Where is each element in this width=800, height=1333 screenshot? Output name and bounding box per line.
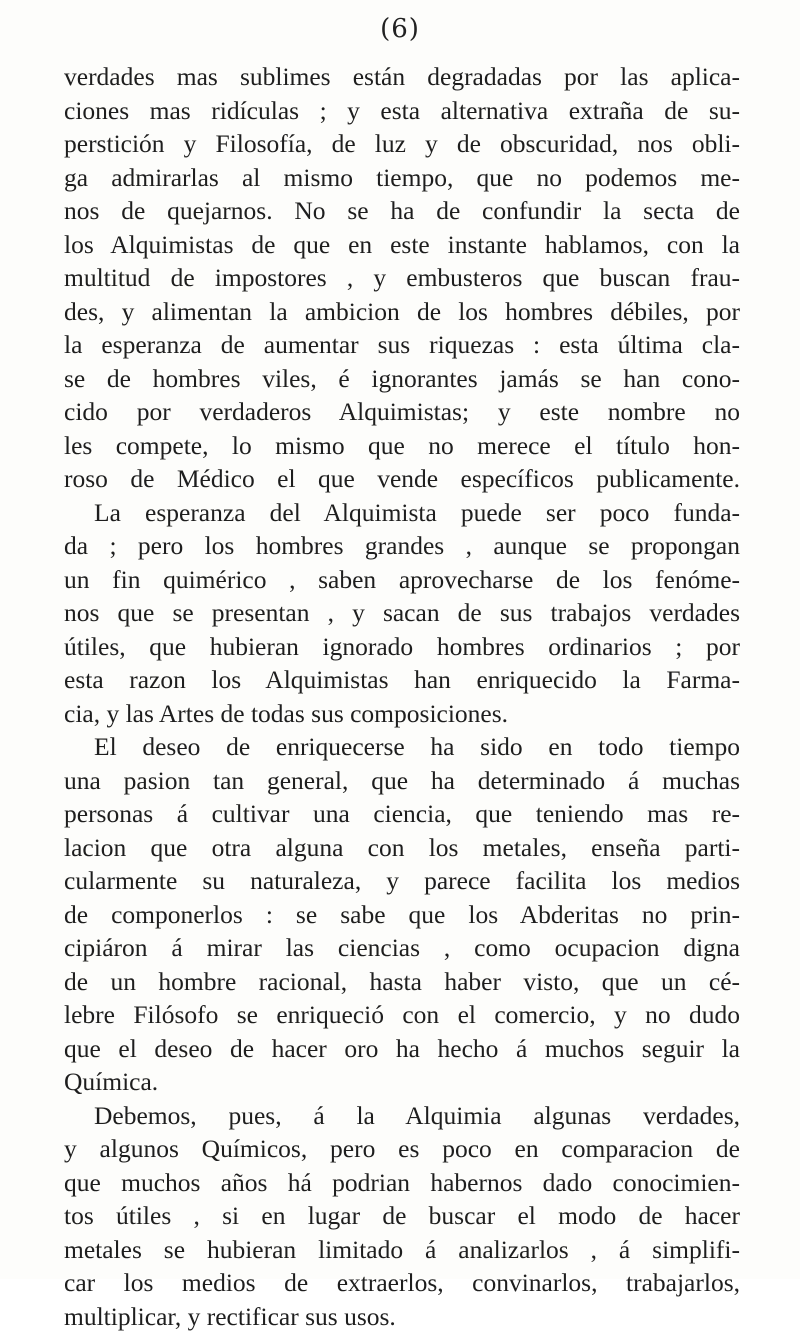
text-line: se de hombres viles, é ignorantes jamás se han cono- bbox=[64, 362, 740, 396]
text-line: una pasion tan general, que ha determinado á muchas bbox=[64, 764, 740, 798]
page-number: (6) bbox=[0, 14, 800, 44]
text-line: ga admirarlas al mismo tiempo, que no podemos me- bbox=[64, 161, 740, 195]
text-line: roso de Médico el que vende específicos publicamente. bbox=[64, 462, 740, 496]
text-line: ciones mas ridículas ; y esta alternativa extraña de su- bbox=[64, 94, 740, 128]
text-line: car los medios de extraerlos, convinarlos, trabajarlos, bbox=[64, 1266, 740, 1300]
paragraph-end-line: Química. bbox=[64, 1065, 740, 1099]
text-line: da ; pero los hombres grandes , aunque se propongan bbox=[64, 529, 740, 563]
text-line: des, y alimentan la ambicion de los hombres débiles, por bbox=[64, 295, 740, 329]
paragraph-start-line: Debemos, pues, á la Alquimia algunas verdades, bbox=[64, 1099, 740, 1133]
text-line: tos útiles , si en lugar de buscar el modo de hacer bbox=[64, 1199, 740, 1233]
text-line: cipiáron á mirar las ciencias , como ocupacion digna bbox=[64, 931, 740, 965]
paragraph-start-line: El deseo de enriquecerse ha sido en todo tiempo bbox=[64, 730, 740, 764]
text-line: cido por verdaderos Alquimistas; y este nombre no bbox=[64, 395, 740, 429]
text-line: nos que se presentan , y sacan de sus trabajos verdades bbox=[64, 596, 740, 630]
text-line: cularmente su naturaleza, y parece facilita los medios bbox=[64, 864, 740, 898]
text-line: metales se hubieran limitado á analizarlos , á simplifi- bbox=[64, 1233, 740, 1267]
text-line: un fin quimérico , saben aprovecharse de los fenóme- bbox=[64, 563, 740, 597]
text-line: multitud de impostores , y embusteros que buscan frau- bbox=[64, 261, 740, 295]
text-line: personas á cultivar una ciencia, que teniendo mas re- bbox=[64, 797, 740, 831]
text-line: los Alquimistas de que en este instante hablamos, con la bbox=[64, 228, 740, 262]
text-line: de un hombre racional, hasta haber visto, que un cé- bbox=[64, 965, 740, 999]
text-line: y algunos Químicos, pero es poco en comparacion de bbox=[64, 1132, 740, 1166]
text-line: esta razon los Alquimistas han enriquecido la Farma- bbox=[64, 663, 740, 697]
body-text bbox=[64, 60, 740, 1333]
text-line: verdades mas sublimes están degradadas por las aplica- bbox=[64, 60, 740, 94]
paragraph-end-line: cia, y las Artes de todas sus composiciones. bbox=[64, 697, 740, 731]
text-line: que el deseo de hacer oro ha hecho á muchos seguir la bbox=[64, 1032, 740, 1066]
text-line: lacion que otra alguna con los metales, enseña parti- bbox=[64, 831, 740, 865]
paragraph-start-line: La esperanza del Alquimista puede ser poco funda- bbox=[64, 496, 740, 530]
text-line: perstición y Filosofía, de luz y de obscuridad, nos obli- bbox=[64, 127, 740, 161]
text-line: nos de quejarnos. No se ha de confundir la secta de bbox=[64, 194, 740, 228]
text-line: lebre Filósofo se enriqueció con el comercio, y no dudo bbox=[64, 998, 740, 1032]
text-line: que muchos años há podrian habernos dado conocimien- bbox=[64, 1166, 740, 1200]
text-line: la esperanza de aumentar sus riquezas : esta última cla- bbox=[64, 328, 740, 362]
text-line: útiles, que hubieran ignorado hombres ordinarios ; por bbox=[64, 630, 740, 664]
text-line: de componerlos : se sabe que los Abderitas no prin- bbox=[64, 898, 740, 932]
text-line: les compete, lo mismo que no merece el título hon- bbox=[64, 429, 740, 463]
paragraph-end-line: multiplicar, y rectificar sus usos. bbox=[64, 1300, 740, 1333]
